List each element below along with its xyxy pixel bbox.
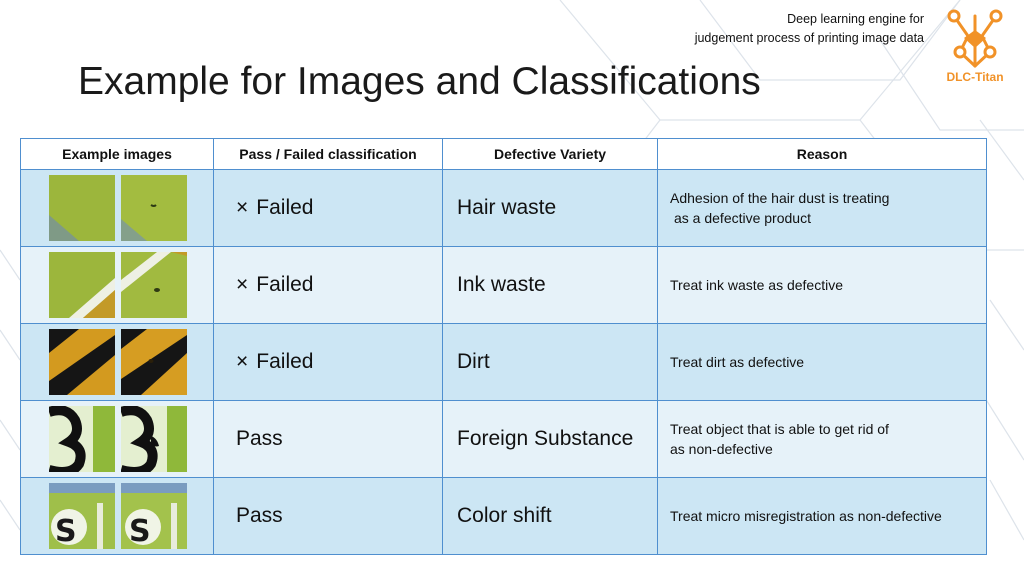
tagline-line-2: judgement process of printing image data (694, 31, 924, 45)
sample-image-defect (121, 175, 187, 241)
reason-line-1: Treat object that is able to get rid of (670, 421, 889, 437)
classification-table (20, 138, 987, 555)
reason-line-2: as non-defective (670, 441, 773, 457)
reason-cell (658, 401, 987, 478)
classification-label: Pass (236, 427, 283, 450)
defective-variety-cell: Ink waste (443, 247, 658, 324)
reason-line-1: Treat ink waste as defective (670, 277, 844, 293)
table-header-row (21, 139, 987, 170)
reason-line-1: Treat micro misregistration as non-defective (670, 508, 942, 524)
example-images-cell (21, 324, 214, 401)
example-images-cell (21, 170, 214, 247)
sample-image-reference (49, 329, 115, 395)
svg-text:S: S (55, 514, 77, 549)
sample-image-defect (121, 483, 187, 549)
defective-variety-cell: Hair waste (443, 170, 658, 247)
sample-image-reference (49, 483, 115, 549)
classification-cell (214, 170, 443, 247)
reason-line-1: Adhesion of the hair dust is treating (670, 190, 890, 206)
header-defective-variety: Defective Variety (443, 139, 658, 170)
classification-cell (214, 478, 443, 555)
table-row (21, 247, 987, 324)
fail-mark-icon: × (236, 196, 249, 219)
reason-cell (658, 247, 987, 324)
table-row (21, 478, 987, 555)
classification-label: Failed (256, 350, 314, 373)
classification-label: Failed (256, 273, 314, 296)
sample-image-defect (121, 252, 187, 318)
classification-label: Pass (236, 504, 283, 527)
example-images-cell (21, 247, 214, 324)
logo-text: DLC-Titan (946, 70, 1004, 84)
reason-cell (658, 324, 987, 401)
tagline (564, 10, 924, 48)
sample-image-reference (49, 175, 115, 241)
example-images-cell (21, 478, 214, 555)
sample-image-defect (121, 329, 187, 395)
table-row (21, 401, 987, 478)
classification-cell (214, 247, 443, 324)
fail-mark-icon: × (236, 273, 249, 296)
example-images-cell (21, 401, 214, 478)
defective-variety-cell: Color shift (443, 478, 658, 555)
tagline-line-1: Deep learning engine for (787, 12, 924, 26)
reason-line-2: as a defective product (674, 210, 811, 226)
sample-image-reference (49, 406, 115, 472)
header-reason: Reason (658, 139, 987, 170)
classification-cell (214, 401, 443, 478)
defective-variety-cell: Dirt (443, 324, 658, 401)
header-classification: Pass / Failed classification (214, 139, 443, 170)
table-row (21, 324, 987, 401)
fail-mark-icon: × (236, 350, 249, 373)
reason-cell (658, 170, 987, 247)
header-example-images: Example images (21, 139, 214, 170)
defective-variety-cell: Foreign Substance (443, 401, 658, 478)
reason-line-1: Treat dirt as defective (670, 354, 805, 370)
sample-image-defect (121, 406, 187, 472)
page-title: Example for Images and Classifications (78, 60, 761, 103)
sample-image-reference (49, 252, 115, 318)
classification-cell (214, 324, 443, 401)
svg-text:S: S (129, 514, 151, 549)
table-row (21, 170, 987, 247)
classification-label: Failed (256, 196, 314, 219)
reason-cell (658, 478, 987, 555)
